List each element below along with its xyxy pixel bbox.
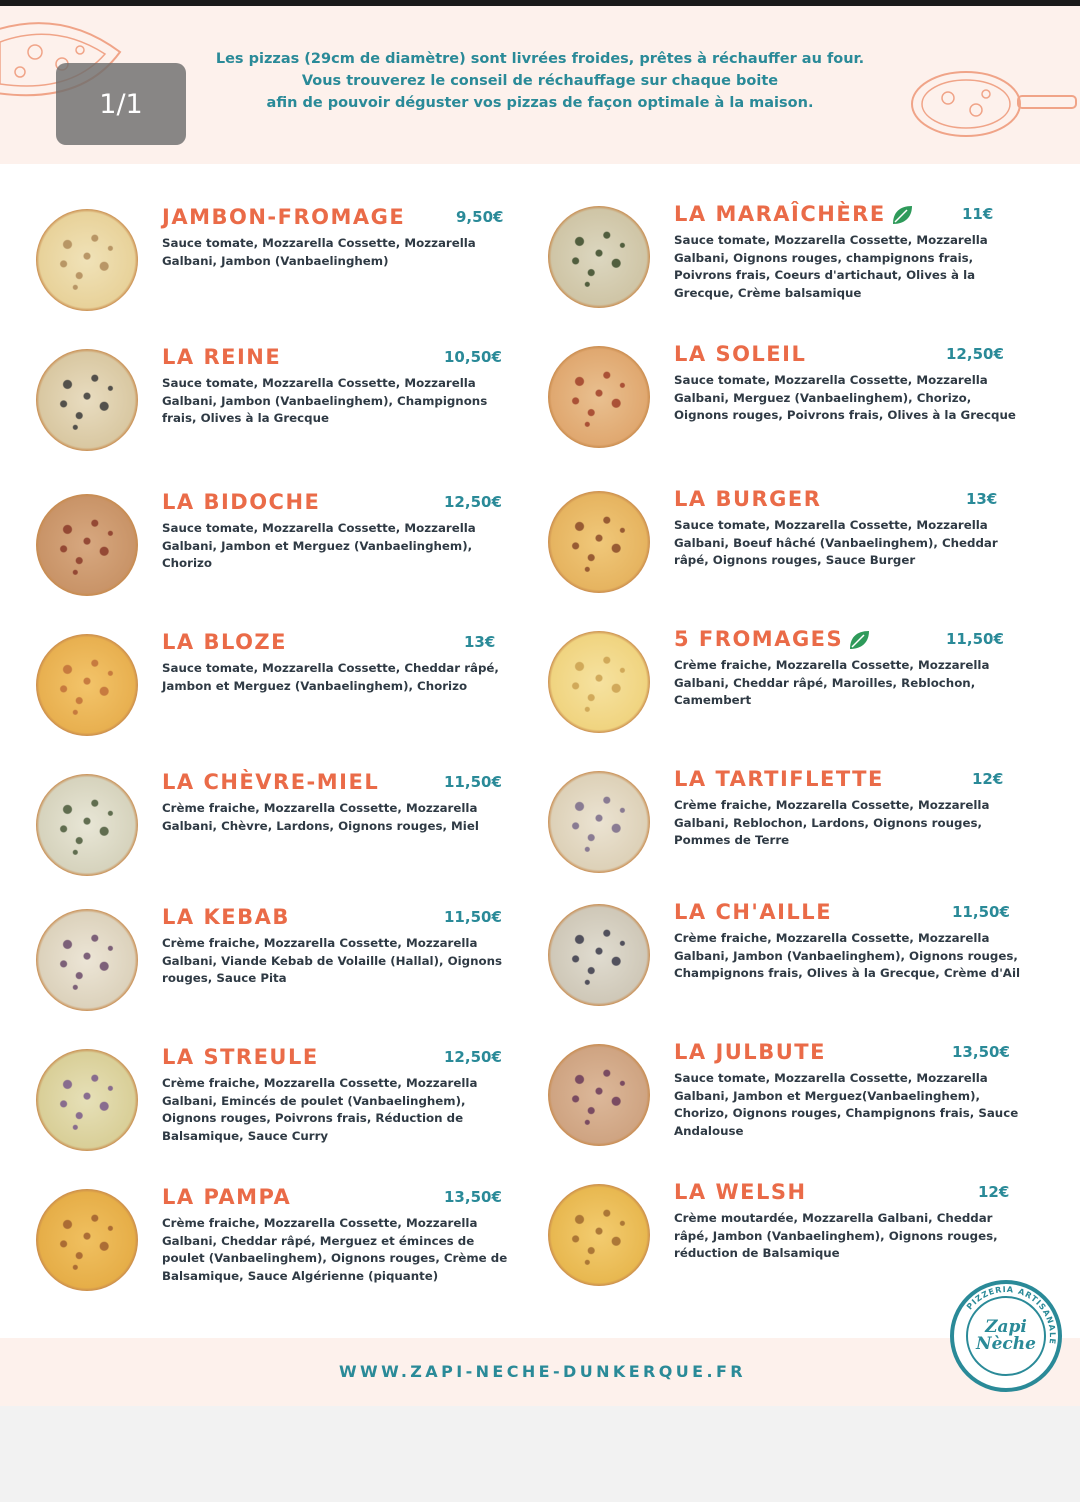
menu-item [548, 487, 1048, 617]
pizza-ingredients: Crème fraiche, Mozzarella Cossette, Mozzarella Galbani, Reblochon, Lardons, Oignons rouges, Pommes de Terre [674, 798, 990, 847]
pizza-price: 12,50€ [444, 1048, 502, 1066]
vegetarian-leaf-icon [890, 204, 914, 226]
pizza-photo [36, 1049, 138, 1151]
pizza-price: 11,50€ [444, 908, 502, 926]
reheat-notice [170, 48, 910, 114]
pizza-name-text: LA SOLEIL [674, 342, 807, 366]
pizza-photo [548, 491, 650, 593]
pizza-name-text: LA MARAÎCHÈRE [674, 202, 886, 226]
page-indicator[interactable]: 1/1 [56, 63, 186, 145]
pizza-price: 12,50€ [946, 345, 1004, 363]
pizza-name-text: 5 FROMAGES [674, 627, 844, 651]
pizza-name [162, 905, 290, 929]
pizza-price: 9,50€ [456, 208, 504, 226]
menu-item [36, 905, 536, 1035]
menu-item [36, 490, 536, 620]
pizza-name-text: LA PAMPA [162, 1185, 292, 1209]
menu-item [548, 342, 1048, 472]
menu-item [548, 627, 1048, 757]
pizza-name [674, 342, 806, 366]
pizza-price: 13€ [966, 490, 998, 508]
pizza-name-text: LA KEBAB [162, 905, 290, 929]
pizza-photo [36, 349, 138, 451]
pizza-name [674, 202, 914, 226]
menu-item [36, 1045, 536, 1175]
pizza-photo [36, 634, 138, 736]
menu-item [36, 630, 536, 760]
menu-item [548, 767, 1048, 897]
pizza-ingredients: Crème fraiche, Mozzarella Cossette, Mozzarella Galbani, Emincés de poulet (Vanbaelinghem), Oignons rouges, Poivrons frais, Réduction de Balsamique, Sauce Curry [162, 1076, 478, 1143]
pizza-ingredients: Sauce tomate, Mozzarella Cossette, Mozzarella Galbani, Jambon (Vanbaelinghem), Champignons frais, Olives à la Grecque [162, 376, 488, 425]
pizza-ingredients: Crème fraiche, Mozzarella Cossette, Mozzarella Galbani, Cheddar râpé, Maroilles, Reblochon, Camembert [674, 658, 990, 707]
pizza-ingredients: Sauce tomate, Mozzarella Cossette, Mozzarella Galbani, Oignons rouges, champignons frais, Poivrons frais, Coeurs d'artichaut, Olives à la Grecque, Crème balsamique [674, 233, 988, 300]
pizza-price: 11,50€ [946, 630, 1004, 648]
pizza-name [162, 630, 287, 654]
pizza-name [674, 487, 821, 511]
pizza-name [162, 1185, 291, 1209]
menu-item [36, 1185, 536, 1315]
pizza-name [162, 1045, 319, 1069]
pizza-name [674, 900, 832, 924]
pizza-price: 12,50€ [444, 493, 502, 511]
pizza-name [162, 490, 320, 514]
pizza-peel-drawing-icon [904, 62, 1080, 152]
pizza-ingredients: Sauce tomate, Mozzarella Cossette, Mozzarella Galbani, Jambon et Merguez (Vanbaelinghem), Chorizo [162, 521, 476, 570]
pizza-name-text: LA CH'AILLE [674, 900, 833, 924]
svg-text:PIZZERIA ARTISANALE: PIZZERIA ARTISANALE [964, 1284, 1058, 1346]
pizza-photo [36, 774, 138, 876]
menu-item [548, 900, 1048, 1030]
pizza-ingredients: Crème fraiche, Mozzarella Cossette, Mozzarella Galbani, Viande Kebab de Volaille (Hallal), Oignons rouges, Sauce Pita [162, 936, 503, 985]
pizza-name [162, 205, 405, 229]
pizza-price: 13,50€ [952, 1043, 1010, 1061]
pizza-name [674, 1180, 807, 1204]
pizza-ingredients: Crème fraiche, Mozzarella Cossette, Mozzarella Galbani, Cheddar râpé, Merguez et éminces de poulet (Vanbaelinghem), Oignons rouges, Crème de Balsamique, Sauce Algérienne (piquante) [162, 1216, 508, 1283]
pizza-ingredients: Sauce tomate, Mozzarella Cossette, Mozzarella Galbani, Jambon et Merguez(Vanbaelinghem), Chorizo, Oignons rouges, Champignons frais, Sauce Andalouse [674, 1071, 1019, 1138]
pizza-name [162, 770, 379, 794]
menu-item [36, 345, 536, 475]
pizza-photo [548, 1184, 650, 1286]
menu-item [36, 205, 536, 335]
vegetarian-leaf-icon [847, 629, 871, 651]
pizza-photo [548, 771, 650, 873]
pizza-name-text: LA WELSH [674, 1180, 807, 1204]
pizza-price: 13€ [464, 633, 496, 651]
pizza-photo [36, 1189, 138, 1291]
pizza-name-text: LA BLOZE [162, 630, 288, 654]
notice-line-1: Les pizzas (29cm de diamètre) sont livrées froides, prêtes à réchauffer au four. [215, 51, 865, 67]
pizza-name [674, 1040, 826, 1064]
pizza-name [674, 767, 884, 791]
pizza-photo [36, 909, 138, 1011]
pizza-price: 12€ [978, 1183, 1010, 1201]
menu-item [36, 770, 536, 900]
pizza-name [674, 627, 871, 651]
pizza-photo [548, 206, 650, 308]
pizza-ingredients: Crème moutardée, Mozzarella Galbani, Cheddar râpé, Jambon (Vanbaelinghem), Oignons rouges, réduction de Balsamique [674, 1211, 998, 1260]
pizza-ingredients: Sauce tomate, Mozzarella Cossette, Mozzarella Galbani, Merguez (Vanbaelinghem), Chorizo, Oignons rouges, Poivrons frais, Olives à la Grecque [674, 373, 1016, 422]
logo-line-1: Zapi [985, 1317, 1027, 1337]
pizza-name-text: LA JULBUTE [674, 1040, 826, 1064]
pizza-price: 13,50€ [444, 1188, 502, 1206]
pizza-ingredients: Sauce tomate, Mozzarella Cossette, Mozzarella Galbani, Boeuf hâché (Vanbaelinghem), Cheddar râpé, Oignons rouges, Sauce Burger [674, 518, 998, 567]
pizza-photo [548, 346, 650, 448]
logo-line-2: Nèche [976, 1334, 1036, 1354]
pizza-photo [36, 209, 138, 311]
pizza-ingredients: Sauce tomate, Mozzarella Cossette, Mozzarella Galbani, Jambon (Vanbaelinghem) [162, 236, 476, 268]
pizza-ingredients: Crème fraiche, Mozzarella Cossette, Mozzarella Galbani, Jambon (Vanbaelinghem), Oignons rouges, Champignons frais, Olives à la Grecque, Crème d'Ail [674, 931, 1021, 980]
pizza-photo [36, 494, 138, 596]
pizza-photo [548, 1044, 650, 1146]
pizza-name-text: LA TARTIFLETTE [674, 767, 884, 791]
menu-item [548, 1040, 1048, 1170]
pizza-name [162, 345, 281, 369]
pizza-price: 11,50€ [952, 903, 1010, 921]
menu-item [548, 202, 1048, 332]
pizza-photo [548, 904, 650, 1006]
zapi-neche-logo [950, 1280, 1062, 1392]
pizza-price: 10,50€ [444, 348, 502, 366]
notice-line-2: Vous trouverez le conseil de réchauffage sur chaque boite [301, 73, 779, 89]
notice-line-3: afin de pouvoir déguster vos pizzas de façon optimale à la maison. [266, 95, 814, 111]
pizza-name-text: LA BIDOCHE [162, 490, 321, 514]
pizza-price: 11,50€ [444, 773, 502, 791]
pizza-ingredients: Sauce tomate, Mozzarella Cossette, Cheddar râpé, Jambon et Merguez (Vanbaelinghem), Chorizo [162, 661, 499, 693]
pizza-photo [548, 631, 650, 733]
logo-wordmark [966, 1296, 1046, 1376]
pizza-price: 11€ [962, 205, 994, 223]
pizza-name-text: LA STREULE [162, 1045, 319, 1069]
pizza-name-text: JAMBON-FROMAGE [162, 205, 406, 229]
pizza-ingredients: Crème fraiche, Mozzarella Cossette, Mozzarella Galbani, Chèvre, Lardons, Oignons rouges, Miel [162, 801, 479, 833]
pizza-name-text: LA CHÈVRE-MIEL [162, 770, 380, 794]
pizza-price: 12€ [972, 770, 1004, 788]
website-url[interactable]: WWW.ZAPI-NECHE-DUNKERQUE.FR [338, 1362, 746, 1381]
pizza-name-text: LA BURGER [674, 487, 822, 511]
viewer-background [0, 1406, 1080, 1502]
pizza-name-text: LA REINE [162, 345, 282, 369]
menu-footer [0, 1334, 1080, 1406]
